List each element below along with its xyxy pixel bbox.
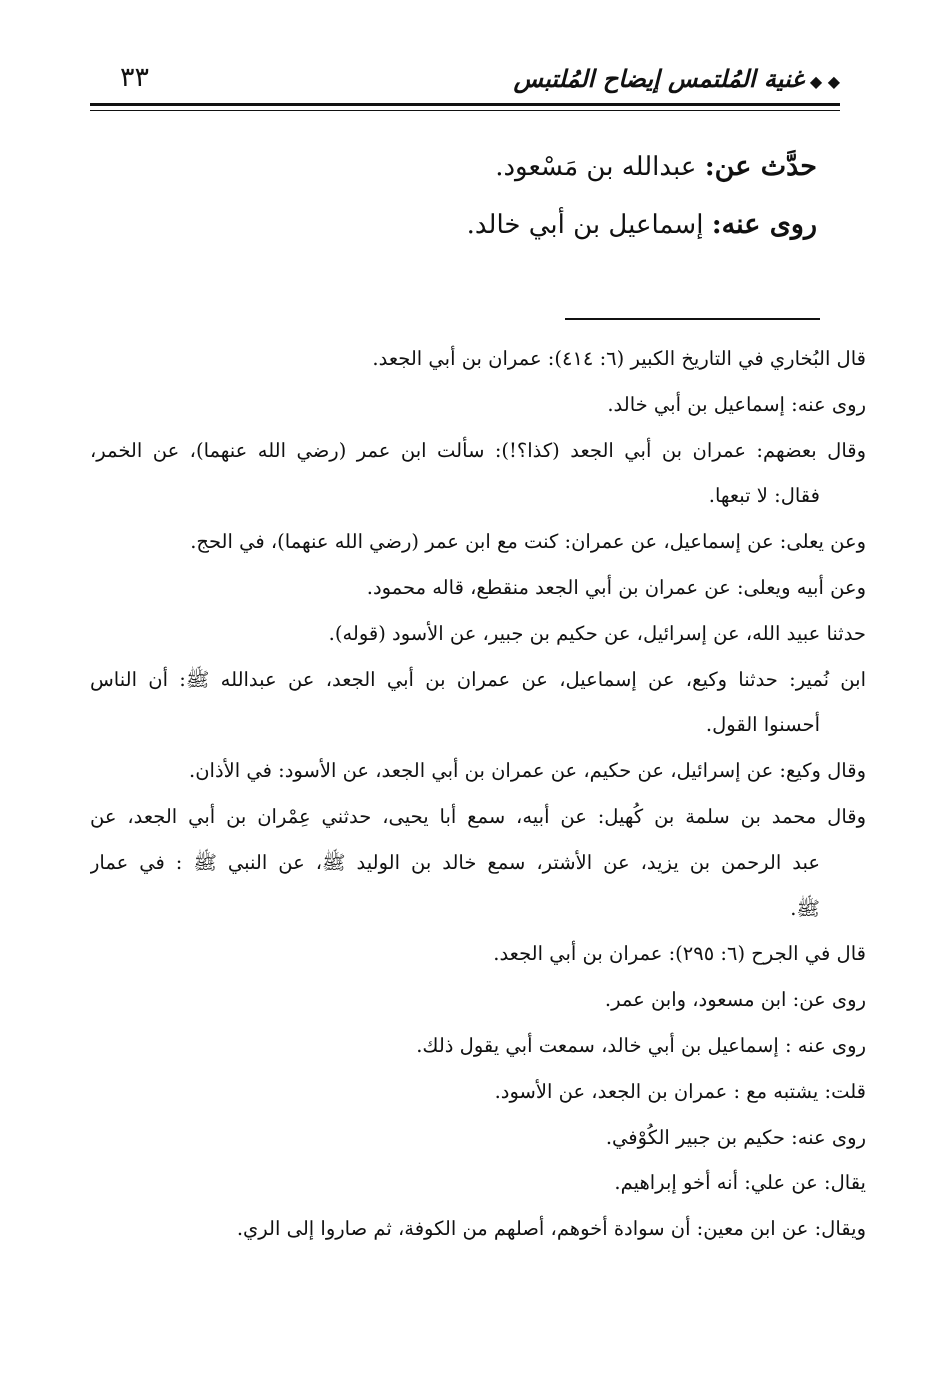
footnote-line: قلت: يشتبه مع : عمران بن الجعد، عن الأسود. bbox=[494, 1079, 866, 1103]
footnote-separator bbox=[565, 318, 820, 320]
footnote-line: قال في الجرح (٦: ٢٩٥): عمران بن أبي الجعد. bbox=[493, 942, 866, 966]
narrated-from-value: عبدالله بن مَسْعود. bbox=[495, 152, 697, 182]
running-title bbox=[513, 64, 840, 93]
footnote-line: روى عنه: إسماعيل بن أبي خالد. bbox=[607, 392, 866, 416]
footnote-line: روى عنه: حكيم بن جبير الكُوْفي. bbox=[605, 1125, 866, 1149]
footnote-line: عبد الرحمن بن يزيد، عن الأشتر، سمع خالد بن الوليد ﷺ، عن النبي ﷺ : في عمار bbox=[90, 850, 820, 874]
footnote-line: وعن أبيه ويعلى: عن عمران بن أبي الجعد منقطع، قاله محمود. bbox=[366, 575, 866, 599]
footnote-line: فقال: لا تبعها. bbox=[708, 484, 820, 508]
footnotes bbox=[90, 336, 866, 1252]
page-number: ٣٣ bbox=[120, 62, 150, 93]
footnote-line: وعن يعلى: عن إسماعيل، عن عمران: كنت مع ابن عمر (رضي الله عنهما)، في الحج. bbox=[190, 530, 866, 554]
main-text bbox=[127, 138, 817, 254]
footnote-line: قال البُخاري في التاريخ الكبير (٦: ٤١٤): عمران بن أبي الجعد. bbox=[372, 347, 866, 370]
footnote-line: روى عنه : إسماعيل بن أبي خالد، سمعت أبي يقول ذلك. bbox=[416, 1033, 866, 1057]
narrated-by-value: إسماعيل بن أبي خالد. bbox=[466, 210, 704, 240]
header-rule bbox=[90, 103, 840, 106]
footnote-line: يقال: عن علي: أنه أخو إبراهيم. bbox=[614, 1171, 866, 1195]
footnote-line: وقال بعضهم: عمران بن أبي الجعد (كذا؟!): سألت ابن عمر (رضي الله عنهما)، عن الخمر، bbox=[90, 438, 866, 462]
footnote-line: حدثنا عبيد الله، عن إسرائيل، عن حكيم بن جبير، عن الأسود (قوله). bbox=[328, 621, 866, 645]
narrated-by-line bbox=[127, 196, 817, 254]
header-rule-thin bbox=[90, 110, 840, 111]
running-title-text: غنية المُلتمس إيضاح المُلتبس bbox=[513, 64, 804, 93]
footnote-line: ابن نُمير: حدثنا وكيع، عن إسماعيل، عن عمران بن أبي الجعد، عن عبدالله ﷺ: أن الناس bbox=[90, 667, 866, 691]
footnote-line: ويقال: عن ابن معين: أن سوادة أخوهم، أصلهم من الكوفة، ثم صاروا إلى الري. bbox=[236, 1217, 866, 1241]
diamond-ornament-icon: ◆ ◆ bbox=[809, 72, 840, 91]
footnote-line: وقال محمد بن سلمة بن كُهيل: عن أبيه، سمع أبا يحيى، حدثني عِمْران بن أبي الجعد، عن bbox=[90, 804, 866, 828]
footnote-line: أحسنوا القول. bbox=[705, 713, 820, 737]
narrated-from-line bbox=[127, 138, 817, 196]
footnote-line: وقال وكيع: عن إسرائيل، عن حكيم، عن عمران بن أبي الجعد، عن الأسود: في الأذان. bbox=[189, 759, 866, 783]
page-header bbox=[90, 60, 840, 104]
narrated-from-label: حدَّث عن: bbox=[704, 151, 817, 182]
footnote-line: ﷺ. bbox=[790, 896, 820, 920]
narrated-by-label: روى عنه: bbox=[711, 209, 817, 240]
footnote-line: روى عن: ابن مسعود، وابن عمر. bbox=[604, 988, 866, 1012]
